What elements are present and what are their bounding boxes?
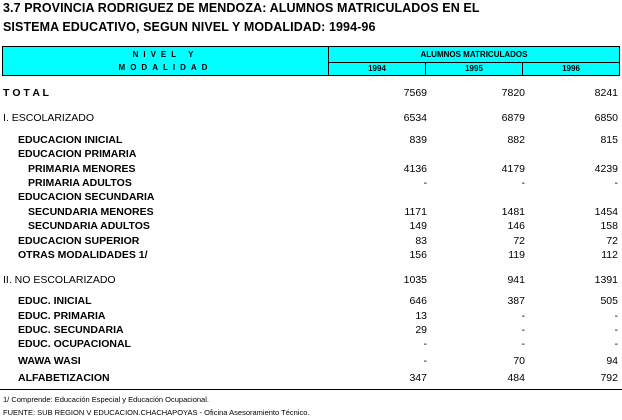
cell-1996: 815	[600, 134, 618, 146]
cell-1994: 13	[415, 310, 427, 322]
row-label: WAWA WASI	[18, 355, 81, 367]
table-header	[2, 46, 620, 76]
cell-1995: -	[521, 177, 525, 189]
cell-1996: 112	[601, 249, 618, 261]
table-row	[0, 148, 622, 161]
table-row	[0, 235, 622, 248]
header-nivel: NIVEL Y	[132, 50, 199, 59]
table-row	[0, 163, 622, 176]
cell-1995: -	[521, 310, 525, 322]
row-label: EDUC. OCUPACIONAL	[18, 338, 131, 350]
table-row	[0, 206, 622, 219]
row-label: PRIMARIA MENORES	[28, 163, 136, 175]
table-row	[0, 249, 622, 262]
table-row	[0, 338, 622, 351]
header-nivel-modalidad	[3, 47, 329, 75]
table-row	[0, 191, 622, 204]
table-title-line-1: 3.7 PROVINCIA RODRIGUEZ DE MENDOZA: ALUMNOS MATRICULADOS EN EL	[3, 1, 480, 15]
table-row-no-escolarizado	[0, 274, 622, 287]
cell-1996: 505	[600, 295, 618, 307]
cell-1995: 387	[507, 295, 525, 307]
cell-1995: 882	[507, 134, 525, 146]
table-row-escolarizado	[0, 112, 622, 125]
row-label: EDUCACION SUPERIOR	[18, 235, 140, 247]
cell-1995: 1481	[501, 206, 525, 218]
cell-1994: 29	[415, 324, 427, 336]
cell-1994: 7569	[403, 87, 427, 99]
row-label: SECUNDARIA MENORES	[28, 206, 154, 218]
header-year-1994: 1994	[329, 63, 426, 75]
table-row	[0, 372, 622, 385]
cell-1994: -	[423, 355, 427, 367]
cell-1994: 1171	[404, 206, 427, 218]
cell-1995: 7820	[501, 87, 525, 99]
cell-1994: 156	[409, 249, 427, 261]
table-row	[0, 355, 622, 368]
cell-1996: 1454	[594, 206, 618, 218]
table-title-line-2: SISTEMA EDUCATIVO, SEGUN NIVEL Y MODALIDAD: 1994-96	[3, 20, 376, 34]
cell-1995: -	[521, 338, 525, 350]
header-alumnos-matriculados: ALUMNOS MATRICULADOS	[329, 47, 619, 63]
cell-1994: 1035	[403, 274, 427, 286]
cell-1994: 83	[415, 235, 427, 247]
row-label: EDUC. SECUNDARIA	[18, 324, 124, 336]
cell-1994: 347	[409, 372, 427, 384]
table-row	[0, 295, 622, 308]
cell-1995: 72	[513, 235, 525, 247]
header-year-1995: 1995	[426, 63, 523, 75]
row-label: EDUCACION PRIMARIA	[18, 148, 137, 160]
source-note: FUENTE: SUB REGION V EDUCACION.CHACHAPOYAS - Oficina Asesoramiento Técnico.	[3, 408, 310, 417]
cell-1996: 8241	[594, 87, 618, 99]
table-row	[0, 134, 622, 147]
row-label: EDUC. PRIMARIA	[18, 310, 106, 322]
table-row	[0, 177, 622, 190]
row-label: II. NO ESCOLARIZADO	[3, 274, 116, 286]
row-label: EDUC. INICIAL	[18, 295, 92, 307]
table-row	[0, 324, 622, 337]
cell-1994: -	[423, 338, 427, 350]
cell-1995: 4179	[501, 163, 525, 175]
cell-1996: 6850	[594, 112, 618, 124]
cell-1994: 149	[409, 220, 427, 232]
cell-1996: -	[614, 324, 618, 336]
cell-1996: 94	[606, 355, 618, 367]
cell-1996: 72	[606, 235, 618, 247]
cell-1996: 1391	[594, 274, 618, 286]
cell-1996: 158	[600, 220, 618, 232]
cell-1995: 119	[508, 249, 525, 261]
row-label: OTRAS MODALIDADES 1/	[18, 249, 148, 261]
cell-1994: 646	[409, 295, 427, 307]
cell-1994: 4136	[403, 163, 427, 175]
table-row-total	[0, 87, 622, 100]
row-label: ALFABETIZACION	[18, 372, 110, 384]
row-label: I. ESCOLARIZADO	[3, 112, 95, 124]
table-bottom-rule	[0, 389, 622, 390]
row-label: EDUCACION SECUNDARIA	[18, 191, 155, 203]
row-label: EDUCACION INICIAL	[18, 134, 123, 146]
cell-1996: -	[614, 310, 618, 322]
cell-1995: -	[521, 324, 525, 336]
cell-1996: 4239	[594, 163, 618, 175]
cell-1996: 792	[600, 372, 618, 384]
cell-1996: -	[614, 338, 618, 350]
header-modalidad: MODALIDAD	[118, 63, 213, 72]
row-label: SECUNDARIA ADULTOS	[28, 220, 150, 232]
cell-1995: 6879	[501, 112, 525, 124]
table-row	[0, 310, 622, 323]
cell-1994: 6534	[403, 112, 427, 124]
footnote: 1/ Comprende: Educación Especial y Educación Ocupacional.	[3, 395, 209, 404]
cell-1995: 484	[507, 372, 525, 384]
cell-1995: 146	[507, 220, 525, 232]
cell-1995: 70	[513, 355, 525, 367]
table-row	[0, 220, 622, 233]
cell-1995: 941	[507, 274, 525, 286]
cell-1996: -	[614, 177, 618, 189]
row-label: PRIMARIA ADULTOS	[28, 177, 132, 189]
row-label: T O T A L	[3, 87, 49, 99]
cell-1994: 839	[409, 134, 427, 146]
cell-1994: -	[423, 177, 427, 189]
header-year-1996: 1996	[562, 64, 580, 73]
